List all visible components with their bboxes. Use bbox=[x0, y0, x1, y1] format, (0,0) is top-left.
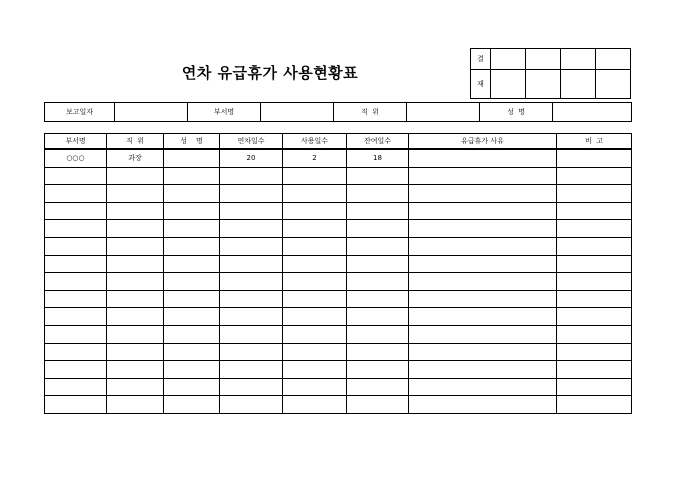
column-header-position: 직 위 bbox=[107, 134, 164, 150]
cell-department[interactable] bbox=[45, 255, 107, 273]
cell-remarks[interactable] bbox=[557, 308, 632, 326]
cell-leave-reason[interactable] bbox=[409, 378, 557, 396]
report-date-field[interactable] bbox=[115, 103, 188, 122]
table-row bbox=[45, 202, 632, 220]
cell-remarks[interactable] bbox=[557, 149, 632, 167]
cell-position[interactable] bbox=[107, 202, 164, 220]
cell-position[interactable] bbox=[107, 378, 164, 396]
cell-department[interactable] bbox=[45, 343, 107, 361]
table-row bbox=[45, 308, 632, 326]
cell-annual-days[interactable] bbox=[220, 255, 283, 273]
cell-leave-reason[interactable] bbox=[409, 308, 557, 326]
cell-name[interactable] bbox=[164, 202, 220, 220]
cell-annual-days[interactable] bbox=[220, 325, 283, 343]
cell-leave-reason[interactable] bbox=[409, 220, 557, 238]
cell-position[interactable] bbox=[107, 361, 164, 379]
cell-position[interactable] bbox=[107, 325, 164, 343]
cell-department[interactable] bbox=[45, 290, 107, 308]
cell-used-days[interactable] bbox=[283, 325, 347, 343]
cell-remaining-days[interactable] bbox=[347, 396, 409, 414]
cell-name[interactable] bbox=[164, 378, 220, 396]
cell-remarks[interactable] bbox=[557, 325, 632, 343]
approval-label-1: 결 bbox=[471, 49, 491, 70]
cell-leave-reason[interactable] bbox=[409, 343, 557, 361]
cell-position[interactable] bbox=[107, 273, 164, 291]
cell-department[interactable] bbox=[45, 396, 107, 414]
position-label: 직 위 bbox=[334, 103, 407, 122]
column-header-annual-days: 연차일수 bbox=[220, 134, 283, 150]
cell-leave-reason[interactable] bbox=[409, 149, 557, 167]
cell-used-days[interactable] bbox=[283, 185, 347, 203]
cell-remaining-days[interactable] bbox=[347, 378, 409, 396]
department-label: 부서명 bbox=[188, 103, 261, 122]
leave-table bbox=[44, 133, 632, 414]
cell-remaining-days[interactable]: 18 bbox=[347, 149, 409, 167]
cell-leave-reason[interactable] bbox=[409, 325, 557, 343]
report-date-label: 보고일자 bbox=[45, 103, 115, 122]
cell-name[interactable] bbox=[164, 273, 220, 291]
column-header-used-days: 사용일수 bbox=[283, 134, 347, 150]
cell-annual-days[interactable] bbox=[220, 396, 283, 414]
cell-position[interactable] bbox=[107, 237, 164, 255]
approval-cell[interactable] bbox=[526, 49, 561, 70]
cell-position[interactable] bbox=[107, 167, 164, 185]
cell-used-days[interactable] bbox=[283, 308, 347, 326]
cell-name[interactable] bbox=[164, 308, 220, 326]
cell-remarks[interactable] bbox=[557, 220, 632, 238]
approval-cell[interactable] bbox=[596, 49, 631, 70]
cell-annual-days[interactable] bbox=[220, 237, 283, 255]
name-field[interactable] bbox=[553, 103, 632, 122]
cell-leave-reason[interactable] bbox=[409, 185, 557, 203]
cell-annual-days[interactable] bbox=[220, 290, 283, 308]
cell-used-days[interactable] bbox=[283, 273, 347, 291]
cell-used-days[interactable] bbox=[283, 237, 347, 255]
table-row bbox=[45, 361, 632, 379]
cell-used-days[interactable] bbox=[283, 167, 347, 185]
table-row bbox=[45, 378, 632, 396]
cell-leave-reason[interactable] bbox=[409, 202, 557, 220]
cell-department[interactable] bbox=[45, 361, 107, 379]
column-header-name: 성 명 bbox=[164, 134, 220, 150]
column-header-remaining-days: 잔여일수 bbox=[347, 134, 409, 150]
cell-position[interactable] bbox=[107, 255, 164, 273]
cell-department[interactable] bbox=[45, 325, 107, 343]
cell-used-days[interactable] bbox=[283, 255, 347, 273]
cell-remarks[interactable] bbox=[557, 343, 632, 361]
cell-remaining-days[interactable] bbox=[347, 202, 409, 220]
approval-sign-cell[interactable] bbox=[491, 70, 526, 99]
approval-label-2: 재 bbox=[471, 70, 491, 99]
cell-used-days[interactable] bbox=[283, 290, 347, 308]
cell-position[interactable]: 과장 bbox=[107, 149, 164, 167]
table-row bbox=[45, 325, 632, 343]
cell-name[interactable] bbox=[164, 220, 220, 238]
cell-name[interactable] bbox=[164, 237, 220, 255]
column-header-remarks: 비 고 bbox=[557, 134, 632, 150]
cell-department[interactable] bbox=[45, 220, 107, 238]
cell-used-days[interactable] bbox=[283, 396, 347, 414]
approval-cell[interactable] bbox=[561, 49, 596, 70]
cell-used-days[interactable] bbox=[283, 343, 347, 361]
cell-remarks[interactable] bbox=[557, 237, 632, 255]
approval-cell[interactable] bbox=[491, 49, 526, 70]
cell-position[interactable] bbox=[107, 343, 164, 361]
cell-name[interactable] bbox=[164, 361, 220, 379]
cell-department[interactable] bbox=[45, 185, 107, 203]
approval-sign-cell[interactable] bbox=[561, 70, 596, 99]
approval-box bbox=[470, 48, 631, 99]
cell-remaining-days[interactable] bbox=[347, 361, 409, 379]
info-row bbox=[44, 102, 632, 122]
cell-remarks[interactable] bbox=[557, 273, 632, 291]
cell-remaining-days[interactable] bbox=[347, 290, 409, 308]
department-field[interactable] bbox=[261, 103, 334, 122]
cell-name[interactable] bbox=[164, 343, 220, 361]
cell-leave-reason[interactable] bbox=[409, 237, 557, 255]
cell-department[interactable] bbox=[45, 308, 107, 326]
cell-name[interactable] bbox=[164, 149, 220, 167]
cell-name[interactable] bbox=[164, 185, 220, 203]
cell-remaining-days[interactable] bbox=[347, 167, 409, 185]
cell-department[interactable] bbox=[45, 378, 107, 396]
cell-leave-reason[interactable] bbox=[409, 273, 557, 291]
cell-annual-days[interactable]: 20 bbox=[220, 149, 283, 167]
cell-position[interactable] bbox=[107, 185, 164, 203]
table-row bbox=[45, 220, 632, 238]
table-row bbox=[45, 273, 632, 291]
position-field[interactable] bbox=[407, 103, 480, 122]
table-row bbox=[45, 290, 632, 308]
cell-remaining-days[interactable] bbox=[347, 255, 409, 273]
approval-sign-cell[interactable] bbox=[596, 70, 631, 99]
cell-annual-days[interactable] bbox=[220, 202, 283, 220]
cell-remaining-days[interactable] bbox=[347, 308, 409, 326]
cell-annual-days[interactable] bbox=[220, 308, 283, 326]
cell-name[interactable] bbox=[164, 325, 220, 343]
cell-used-days[interactable] bbox=[283, 378, 347, 396]
table-row bbox=[45, 396, 632, 414]
cell-used-days[interactable]: 2 bbox=[283, 149, 347, 167]
cell-annual-days[interactable] bbox=[220, 343, 283, 361]
cell-position[interactable] bbox=[107, 396, 164, 414]
cell-used-days[interactable] bbox=[283, 220, 347, 238]
cell-remarks[interactable] bbox=[557, 378, 632, 396]
cell-annual-days[interactable] bbox=[220, 361, 283, 379]
cell-position[interactable] bbox=[107, 290, 164, 308]
table-row bbox=[45, 185, 632, 203]
approval-sign-cell[interactable] bbox=[526, 70, 561, 99]
column-header-leave-reason: 유급휴가 사유 bbox=[409, 134, 557, 150]
name-label: 성 명 bbox=[480, 103, 553, 122]
cell-remaining-days[interactable] bbox=[347, 237, 409, 255]
cell-remarks[interactable] bbox=[557, 185, 632, 203]
cell-remaining-days[interactable] bbox=[347, 343, 409, 361]
cell-remarks[interactable] bbox=[557, 167, 632, 185]
cell-remaining-days[interactable] bbox=[347, 220, 409, 238]
cell-remaining-days[interactable] bbox=[347, 273, 409, 291]
cell-remarks[interactable] bbox=[557, 361, 632, 379]
cell-used-days[interactable] bbox=[283, 361, 347, 379]
cell-remarks[interactable] bbox=[557, 202, 632, 220]
cell-remarks[interactable] bbox=[557, 255, 632, 273]
cell-remarks[interactable] bbox=[557, 290, 632, 308]
cell-annual-days[interactable] bbox=[220, 167, 283, 185]
cell-position[interactable] bbox=[107, 220, 164, 238]
cell-department[interactable] bbox=[45, 273, 107, 291]
table-row bbox=[45, 149, 632, 167]
table-row bbox=[45, 167, 632, 185]
cell-leave-reason[interactable] bbox=[409, 290, 557, 308]
table-row bbox=[45, 237, 632, 255]
cell-annual-days[interactable] bbox=[220, 273, 283, 291]
cell-remaining-days[interactable] bbox=[347, 325, 409, 343]
cell-leave-reason[interactable] bbox=[409, 361, 557, 379]
cell-annual-days[interactable] bbox=[220, 220, 283, 238]
cell-department[interactable]: ○○○ bbox=[45, 149, 107, 167]
document-title: 연차 유급휴가 사용현황표 bbox=[181, 64, 359, 82]
cell-leave-reason[interactable] bbox=[409, 255, 557, 273]
cell-department[interactable] bbox=[45, 167, 107, 185]
cell-remarks[interactable] bbox=[557, 396, 632, 414]
cell-name[interactable] bbox=[164, 255, 220, 273]
table-row bbox=[45, 255, 632, 273]
table-row bbox=[45, 343, 632, 361]
cell-position[interactable] bbox=[107, 308, 164, 326]
cell-leave-reason[interactable] bbox=[409, 167, 557, 185]
cell-department[interactable] bbox=[45, 202, 107, 220]
column-header-department: 부서명 bbox=[45, 134, 107, 150]
cell-name[interactable] bbox=[164, 396, 220, 414]
cell-name[interactable] bbox=[164, 167, 220, 185]
cell-department[interactable] bbox=[45, 237, 107, 255]
cell-annual-days[interactable] bbox=[220, 185, 283, 203]
cell-annual-days[interactable] bbox=[220, 378, 283, 396]
cell-name[interactable] bbox=[164, 290, 220, 308]
cell-used-days[interactable] bbox=[283, 202, 347, 220]
cell-remaining-days[interactable] bbox=[347, 185, 409, 203]
cell-leave-reason[interactable] bbox=[409, 396, 557, 414]
